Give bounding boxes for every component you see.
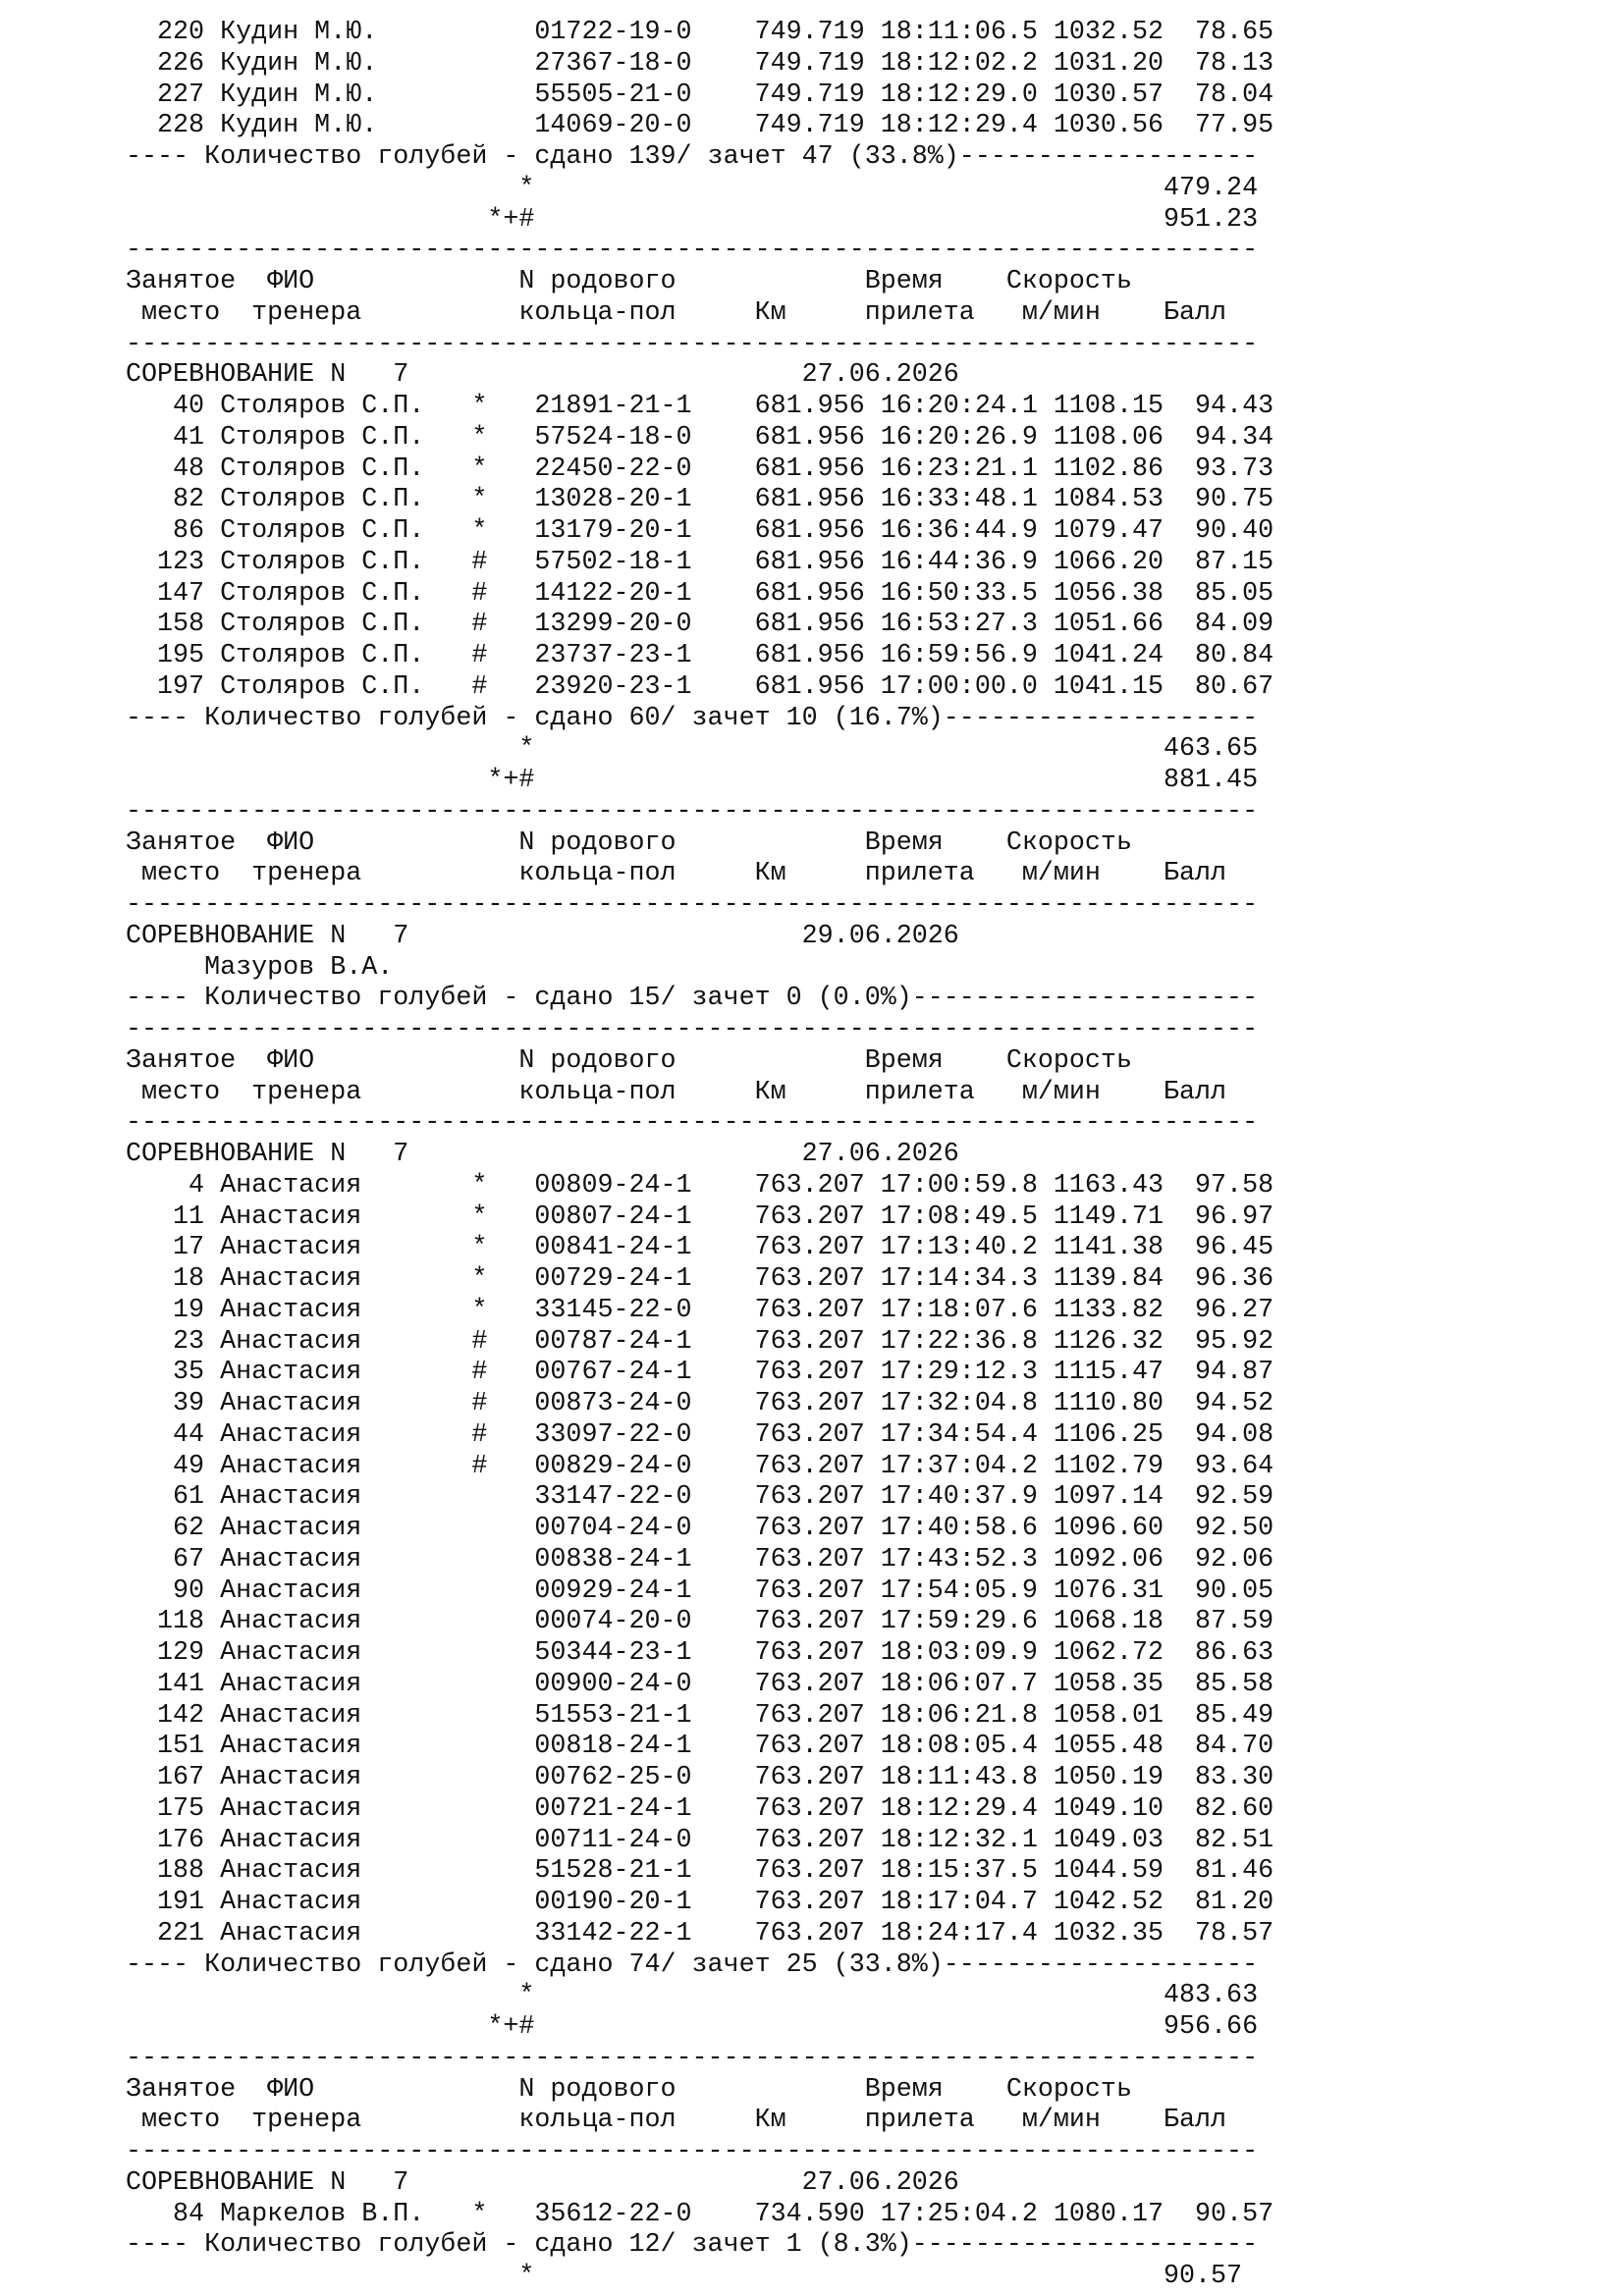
report-line: 167 Анастасия 00762-25-0 763.207 18:11:43.8 1050.19 83.30 — [126, 1763, 1274, 1792]
report-line: 197 Столяров С.П. # 23920-23-1 681.956 17:00:00.0 1041.15 80.67 — [126, 671, 1274, 702]
report-line: ---- Количество голубей - сдано 60/ зачет 10 (16.7%)-------------------- — [126, 703, 1259, 733]
report-line: * 483.63 — [126, 1981, 1259, 2011]
report-line: 82 Столяров С.П. * 13028-20-1 681.956 16:33:48.1 1084.53 90.75 — [126, 485, 1274, 515]
report-line: ------------------------------------------------------------------------ — [126, 1015, 1259, 1044]
report-line: ------------------------------------------------------------------------ — [126, 1108, 1259, 1139]
report-line: место тренера кольца-пол Км прилета м/мин Балл — [126, 2106, 1227, 2136]
report-line: СОРЕВНОВАНИЕ N 7 27.06.2026 — [126, 360, 959, 391]
report-line: ------------------------------------------------------------------------ — [126, 2043, 1259, 2073]
report-line: 40 Столяров С.П. * 21891-21-1 681.956 16:20:24.1 1108.15 94.43 — [126, 392, 1274, 421]
report-line: 23 Анастасия # 00787-24-1 763.207 17:22:36.8 1126.32 95.92 — [126, 1326, 1274, 1357]
results-printout — [126, 18, 1273, 2293]
report-line: 142 Анастасия 51553-21-1 763.207 18:06:21.8 1058.01 85.49 — [126, 1700, 1274, 1731]
report-line: 48 Столяров С.П. * 22450-22-0 681.956 16:23:21.1 1102.86 93.73 — [126, 454, 1274, 484]
report-line: * 479.24 — [126, 173, 1259, 203]
report-line: * 90.57 — [126, 2262, 1243, 2291]
report-line: 41 Столяров С.П. * 57524-18-0 681.956 16:20:26.9 1108.06 94.34 — [126, 422, 1274, 453]
report-line: 86 Столяров С.П. * 13179-20-1 681.956 16:36:44.9 1079.47 90.40 — [126, 516, 1274, 546]
report-line: 227 Кудин М.Ю. 55505-21-0 749.719 18:12:29.0 1030.57 78.04 — [126, 80, 1274, 110]
report-line: 118 Анастасия 00074-20-0 763.207 17:59:29.6 1068.18 87.59 — [126, 1607, 1274, 1637]
report-line: место тренера кольца-пол Км прилета м/мин Балл — [126, 297, 1227, 328]
report-line: *+# 881.45 — [126, 766, 1259, 795]
report-line: * 463.65 — [126, 734, 1259, 765]
report-line: 61 Анастасия 33147-22-0 763.207 17:40:37.9 1097.14 92.59 — [126, 1482, 1274, 1513]
report-line: 220 Кудин М.Ю. 01722-19-0 749.719 18:11:06.5 1032.52 78.65 — [126, 18, 1274, 47]
report-line: 191 Анастасия 00190-20-1 763.207 18:17:04.7 1042.52 81.20 — [126, 1888, 1274, 1917]
report-line: ------------------------------------------------------------------------ — [126, 796, 1259, 827]
report-line: *+# 951.23 — [126, 204, 1259, 235]
report-line: СОРЕВНОВАНИЕ N 7 27.06.2026 — [126, 1140, 959, 1169]
report-line: Занятое ФИО N родового Время Скорость — [126, 828, 1132, 858]
report-line: 18 Анастасия * 00729-24-1 763.207 17:14:34.3 1139.84 96.36 — [126, 1264, 1274, 1294]
report-line: ------------------------------------------------------------------------ — [126, 2137, 1259, 2166]
report-line: место тренера кольца-пол Км прилета м/мин Балл — [126, 859, 1227, 889]
report-line: ---- Количество голубей - сдано 12/ зачет 1 (8.3%)---------------------- — [126, 2230, 1259, 2261]
report-line: 141 Анастасия 00900-24-0 763.207 18:06:07.7 1058.35 85.58 — [126, 1669, 1274, 1699]
report-line: 44 Анастасия # 33097-22-0 763.207 17:34:54.4 1106.25 94.08 — [126, 1419, 1274, 1450]
report-line: 62 Анастасия 00704-24-0 763.207 17:40:58.6 1096.60 92.50 — [126, 1514, 1274, 1543]
report-line: 11 Анастасия * 00807-24-1 763.207 17:08:49.5 1149.71 96.97 — [126, 1201, 1274, 1232]
report-line: 176 Анастасия 00711-24-0 763.207 18:12:32.1 1049.03 82.51 — [126, 1825, 1274, 1855]
report-line: 17 Анастасия * 00841-24-1 763.207 17:13:40.2 1141.38 96.45 — [126, 1233, 1274, 1263]
report-line: Занятое ФИО N родового Время Скорость — [126, 267, 1132, 296]
report-line: ---- Количество голубей - сдано 139/ зачет 47 (33.8%)------------------- — [126, 142, 1259, 172]
report-line: место тренера кольца-пол Км прилета м/мин Балл — [126, 1077, 1227, 1107]
report-line: 123 Столяров С.П. # 57502-18-1 681.956 16:44:36.9 1066.20 87.15 — [126, 547, 1274, 577]
report-line: Занятое ФИО N родового Время Скорость — [126, 1045, 1132, 1076]
report-line: 129 Анастасия 50344-23-1 763.207 18:03:09.9 1062.72 86.63 — [126, 1638, 1274, 1668]
report-line: *+# 956.66 — [126, 2012, 1259, 2042]
report-line: 35 Анастасия # 00767-24-1 763.207 17:29:12.3 1115.47 94.87 — [126, 1358, 1274, 1388]
report-line: 90 Анастасия 00929-24-1 763.207 17:54:05.9 1076.31 90.05 — [126, 1575, 1274, 1606]
report-line: 228 Кудин М.Ю. 14069-20-0 749.719 18:12:29.4 1030.56 77.95 — [126, 111, 1274, 141]
report-line: 188 Анастасия 51528-21-1 763.207 18:15:37.5 1044.59 81.46 — [126, 1856, 1274, 1887]
report-line: 147 Столяров С.П. # 14122-20-1 681.956 16:50:33.5 1056.38 85.05 — [126, 578, 1274, 609]
report-line: 67 Анастасия 00838-24-1 763.207 17:43:52.3 1092.06 92.06 — [126, 1544, 1274, 1575]
report-line: ------------------------------------------------------------------------ — [126, 236, 1259, 266]
report-line: ------------------------------------------------------------------------ — [126, 329, 1259, 359]
report-line: 158 Столяров С.П. # 13299-20-0 681.956 16:53:27.3 1051.66 84.09 — [126, 610, 1274, 640]
report-line: Занятое ФИО N родового Время Скорость — [126, 2074, 1132, 2105]
report-line: 84 Маркелов В.П. * 35612-22-0 734.590 17:25:04.2 1080.17 90.57 — [126, 2199, 1274, 2229]
report-line: ---- Количество голубей - сдано 15/ зачет 0 (0.0%)---------------------- — [126, 984, 1259, 1014]
report-line: 39 Анастасия # 00873-24-0 763.207 17:32:04.8 1110.80 94.52 — [126, 1389, 1274, 1418]
report-line: ---- Количество голубей - сдано 74/ зачет 25 (33.8%)-------------------- — [126, 1949, 1259, 1980]
report-line: 195 Столяров С.П. # 23737-23-1 681.956 16:59:56.9 1041.24 80.84 — [126, 641, 1274, 670]
report-line: 221 Анастасия 33142-22-1 763.207 18:24:17.4 1032.35 78.57 — [126, 1918, 1274, 1949]
report-line: СОРЕВНОВАНИЕ N 7 29.06.2026 — [126, 921, 959, 951]
report-line: 226 Кудин М.Ю. 27367-18-0 749.719 18:12:02.2 1031.20 78.13 — [126, 48, 1274, 79]
report-line: 4 Анастасия * 00809-24-1 763.207 17:00:59.8 1163.43 97.58 — [126, 1170, 1274, 1201]
report-line: ------------------------------------------------------------------------ — [126, 890, 1259, 920]
report-line: Мазуров В.А. — [126, 952, 394, 983]
report-line: 175 Анастасия 00721-24-1 763.207 18:12:29.4 1049.10 82.60 — [126, 1793, 1274, 1824]
report-line: 19 Анастасия * 33145-22-0 763.207 17:18:07.6 1133.82 96.27 — [126, 1295, 1274, 1325]
report-line: 151 Анастасия 00818-24-1 763.207 18:08:05.4 1055.48 84.70 — [126, 1732, 1274, 1762]
report-line: СОРЕВНОВАНИЕ N 7 27.06.2026 — [126, 2167, 959, 2198]
report-line: 49 Анастасия # 00829-24-0 763.207 17:37:04.2 1102.79 93.64 — [126, 1451, 1274, 1481]
